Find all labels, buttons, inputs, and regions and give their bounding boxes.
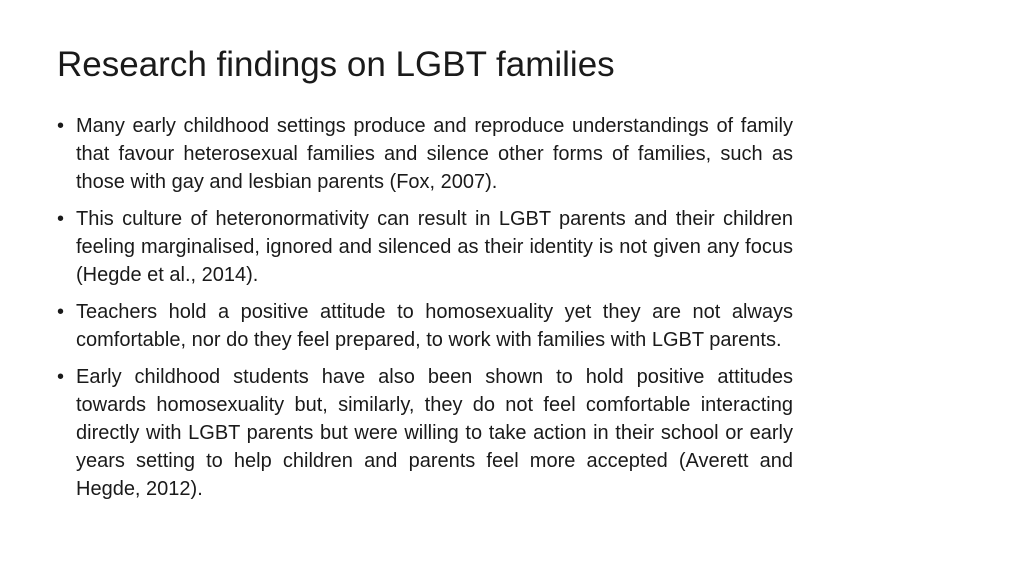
bullet-item: [57, 363, 793, 503]
bullet-dot-icon: •: [57, 208, 65, 230]
bullet-item: [57, 298, 793, 354]
bullet-dot-icon: •: [57, 115, 65, 137]
bullet-list: [57, 112, 793, 512]
bullet-text: Teachers hold a positive attitude to homosexuality yet they are not always comfortable, nor do they feel prepared, to work with families with LGBT parents.: [76, 301, 793, 351]
bullet-dot-icon: •: [57, 366, 65, 388]
bullet-item: [57, 205, 793, 289]
bullet-dot-icon: •: [57, 301, 65, 323]
bullet-text: Many early childhood settings produce and reproduce understandings of family that favour heterosexual families and silence other forms of families, such as those with gay and lesbian parents (Fox, 2007).: [76, 115, 793, 193]
bullet-text: Early childhood students have also been shown to hold positive attitudes towards homosexuality but, similarly, they do not feel comfortable interacting directly with LGBT parents but were willing to take action in their school or early years setting to help children and parents feel more accepted (Averett and Hegde, 2012).: [76, 366, 793, 500]
bullet-item: [57, 112, 793, 196]
bullet-text: This culture of heteronormativity can result in LGBT parents and their children feeling marginalised, ignored and silenced as their identity is not given any focus (Hegde et al., 2014).: [76, 208, 793, 286]
slide-title: Research findings on LGBT families: [57, 45, 615, 84]
